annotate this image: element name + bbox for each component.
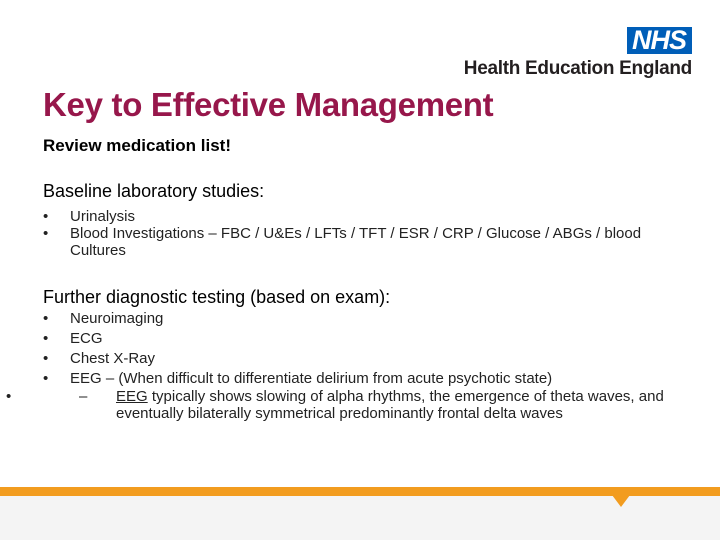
further-list bbox=[43, 310, 686, 422]
slide-title: Key to Effective Management bbox=[43, 86, 494, 123]
list-item: • ECG bbox=[43, 330, 660, 347]
dash-marker: – bbox=[79, 388, 88, 405]
eeg-link[interactable]: EEG bbox=[116, 388, 148, 405]
baseline-list bbox=[43, 208, 660, 259]
list-item: • Neuroimaging bbox=[43, 310, 660, 327]
sub-list-item bbox=[43, 388, 686, 422]
list-item: • EEG – (When difficult to differentiate delirium from acute psychotic state) bbox=[43, 370, 660, 387]
baseline-heading: Baseline laboratory studies: bbox=[43, 181, 265, 201]
list-item: • Blood Investigations – FBC / U&Es / LFTs / TFT / ESR / CRP / Glucose / ABGs / blood Cultures bbox=[43, 225, 660, 259]
divider-notch bbox=[612, 495, 630, 507]
hee-logo bbox=[464, 27, 692, 80]
list-item: • Chest X-Ray bbox=[43, 350, 660, 367]
list-item: • Urinalysis bbox=[43, 208, 660, 225]
sub-item-text: typically shows slowing of alpha rhythms, the emergence of theta waves, and eventually bilaterally symmetrical predominantly frontal delta waves bbox=[116, 388, 664, 422]
slide-subtitle: Review medication list! bbox=[43, 136, 231, 155]
nhs-logo: NHS bbox=[627, 27, 692, 54]
org-name: Health Education England bbox=[463, 58, 692, 79]
further-heading: Further diagnostic testing (based on exam): bbox=[43, 287, 391, 307]
